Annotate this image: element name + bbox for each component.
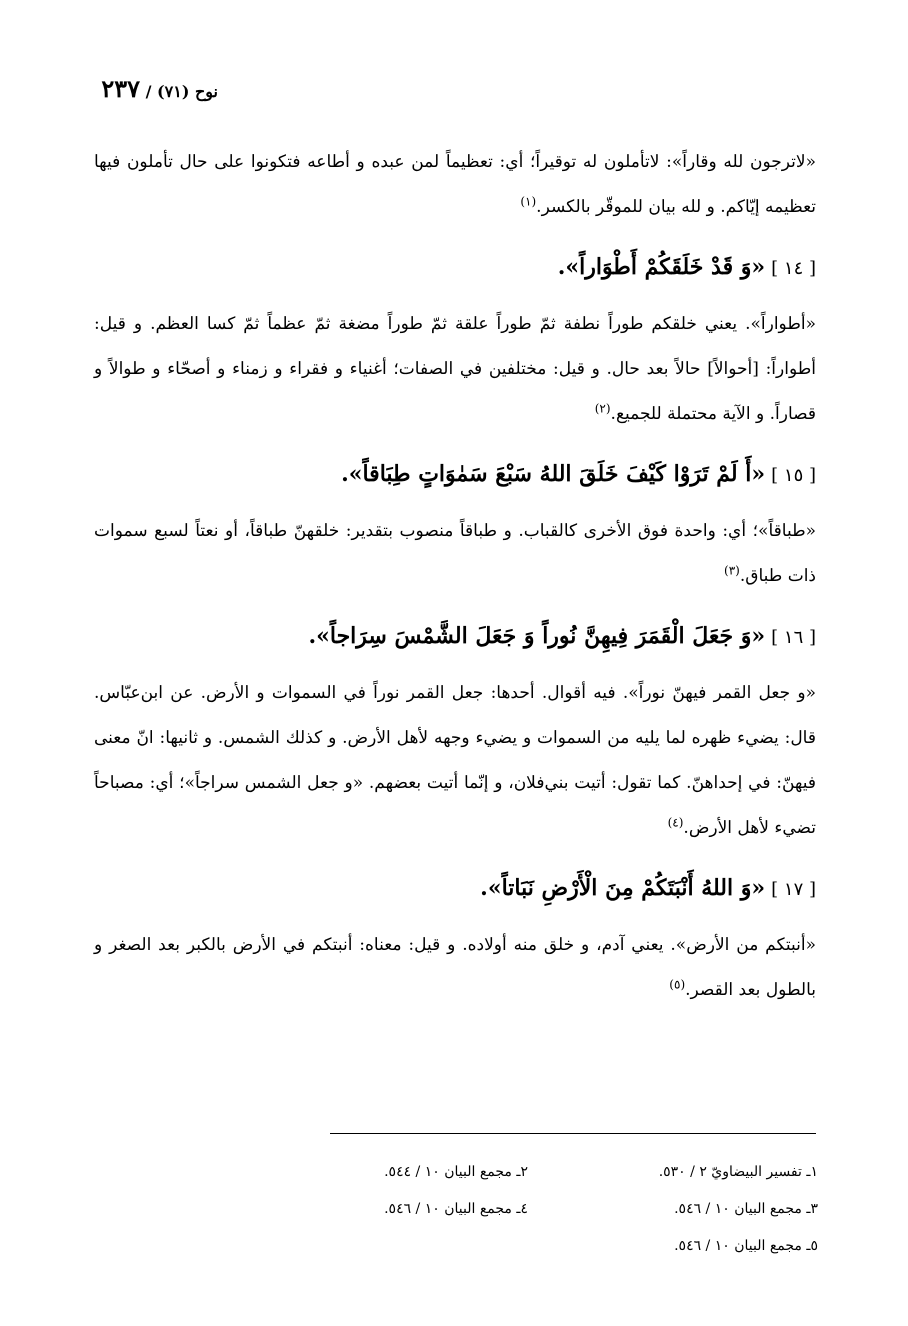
sura-label: نوح (٧١) / <box>145 82 218 101</box>
verse-number: [ ١٥ ] <box>771 465 816 486</box>
commentary-paragraph-3 <box>94 509 816 599</box>
verse-text: «وَ اللهُ أَنْبَتَكُمْ مِنَ الْأَرْضِ نَبَاتاً». <box>480 875 766 901</box>
footnote-ref-5: (٥) <box>669 977 686 992</box>
commentary-paragraph-4 <box>94 671 816 851</box>
footnote-1: ١ـ تفسير البيضاويّ ٢ / ٥٣٠. <box>658 1164 818 1180</box>
footnote-divider <box>330 1133 816 1134</box>
main-text <box>94 140 816 1013</box>
commentary-paragraph-1 <box>94 140 816 230</box>
commentary-paragraph-5 <box>94 923 816 1013</box>
verse-text: «وَ قَدْ خَلَقَكُمْ أَطْوَاراً». <box>557 254 766 280</box>
paragraph-text: «طباقاً»؛ أي: واحدة فوق الأخرى كالقباب. و طباقاً منصوب بتقدير: خلقهنّ طباقاً، أو نعتاً لسبع سموات ذات طباق. <box>94 521 816 586</box>
verse-16 <box>94 609 816 665</box>
verse-number: [ ١٤ ] <box>771 258 816 279</box>
footnote-3: ٣ـ مجمع البيان ١٠ / ٥٤٦. <box>674 1201 818 1217</box>
footnote-ref-2: (٢) <box>594 401 611 416</box>
running-header <box>78 74 218 103</box>
footnote-4: ٤ـ مجمع البيان ١٠ / ٥٤٦. <box>384 1201 528 1217</box>
footnote-ref-1: (١) <box>520 194 537 209</box>
verse-number: [ ١٦ ] <box>771 627 816 648</box>
paragraph-text: «و جعل القمر فيهنّ نوراً». فيه أقوال. أحدها: جعل القمر نوراً في السموات و الأرض. عن ابن‌عبّاس. قال: يضيء ظهره لما يليه من السموات و يضيء وجهه لأهل الأرض. و كذلك الشمس. و ثانيها: انّ معنى فيهنّ: في إحداهنّ. كما تقول: أتيت بني‌فلان، و إنّما أتيت بعضهم. «و جعل الشمس سراجاً»؛ أي: مصباحاً تضيء لأهل الأرض. <box>94 683 816 838</box>
footnotes-column-right <box>588 1154 818 1265</box>
paragraph-text: «أنبتكم من الأرض». يعني آدم، و خلق منه أولاده. و قيل: معناه: أنبتكم في الأرض بالكبر بعد الصغر و بالطول بعد القصر. <box>94 935 816 1000</box>
footnote-2: ٢ـ مجمع البيان ١٠ / ٥٤٤. <box>384 1164 528 1180</box>
verse-17 <box>94 861 816 917</box>
commentary-paragraph-2 <box>94 302 816 437</box>
paragraph-text: «لاترجون لله وقاراً»: لاتأملون له توقيراً؛ أي: تعظيماً لمن عبده و أطاعه فتكونوا على حال تأملون فيها تعظيمه إيّاكم. و لله بيان للموقّر بالكسر. <box>94 152 816 217</box>
verse-text: «أَ لَمْ تَرَوْا كَيْفَ خَلَقَ اللهُ سَبْعَ سَمٰوَاتٍ طِبَاقاً». <box>341 461 766 487</box>
verse-14 <box>94 240 816 296</box>
verse-text: «وَ جَعَلَ الْقَمَرَ فِيهِنَّ نُوراً وَ جَعَلَ الشَّمْسَ سِرَاجاً». <box>308 623 766 649</box>
footnote-ref-4: (٤) <box>667 815 684 830</box>
verse-number: [ ١٧ ] <box>771 879 816 900</box>
verse-15 <box>94 447 816 503</box>
footnotes-column-left <box>298 1154 528 1228</box>
footnote-ref-3: (٣) <box>724 563 740 578</box>
page-number: ٢٣٧ <box>101 74 141 103</box>
footnote-5: ٥ـ مجمع البيان ١٠ / ٥٤٦. <box>674 1238 818 1254</box>
paragraph-text: «أطواراً». يعني خلقكم طوراً نطفة ثمّ طوراً علقة ثمّ طوراً مضغة ثمّ عظماً ثمّ كسا العظم. و قيل: أطواراً: [أحوالاً] حالاً بعد حال. و قيل: مختلفين في الصفات؛ أغنياء و فقراء و زمناء و أصحّاء و طوالاً و قصاراً. و الآية محتملة للجميع. <box>94 314 816 424</box>
